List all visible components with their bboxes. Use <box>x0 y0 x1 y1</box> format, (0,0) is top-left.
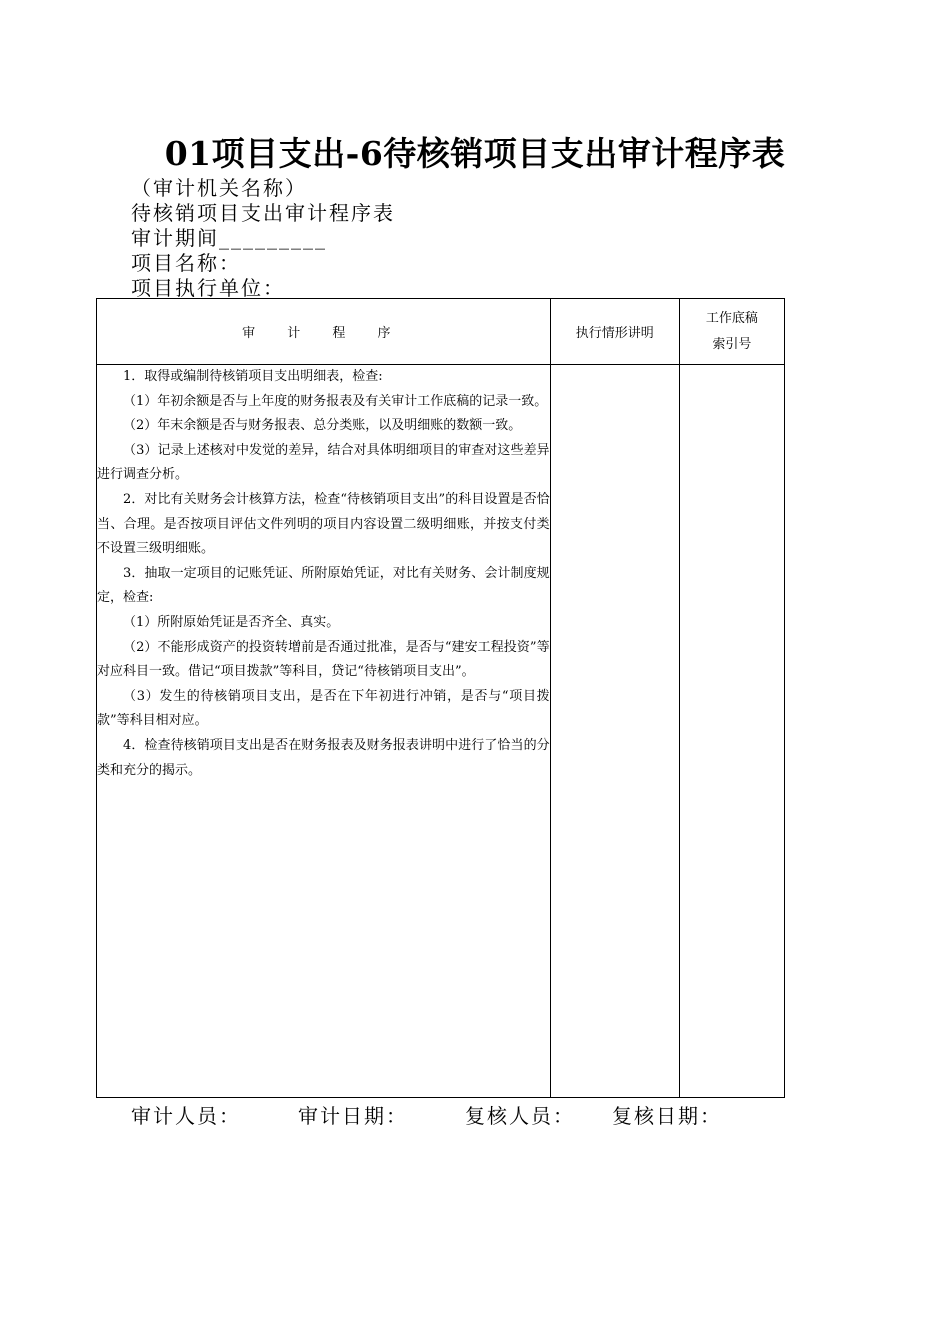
column-header-index-line1: 工作底稿 <box>705 310 758 326</box>
procedure-item: （3）发生的待核销项目支出，是否在下年初进行冲销，是否与“项目拨款”等科目相对应。 <box>97 688 550 729</box>
column-header-execution-status: 执行情形讲明 <box>550 299 679 365</box>
procedure-item: （1）年初余额是否与上年度的财务报表及有关审计工作底稿的记录一致。 <box>123 393 548 409</box>
form-name: 待核销项目支出审计程序表 <box>131 201 395 225</box>
procedure-item: 3．抽取一定项目的记账凭证、所附原始凭证，对比有关财务、会计制度规定，检查: <box>97 565 550 606</box>
procedure-item: （2）年末余额是否与财务报表、总分类账，以及明细账的数额一致。 <box>123 418 522 434</box>
auditor-label: 审计人员： <box>131 1104 241 1128</box>
procedure-item: 2．对比有关财务会计核算方法，检查“待核销项目支出”的科目设置是否恰当、合理。是否按项目评估文件列明的项目内容设置二级明细账，并按支付类不设置三级明细账。 <box>97 491 550 557</box>
procedure-item: （3）记录上述核对中发觉的差异，结合对具体明细项目的审查对这些差异进行调查分析。 <box>97 442 550 483</box>
document-title: 01项目支出-6待核销项目支出审计程序表 <box>164 134 786 173</box>
column-header-workpaper-index <box>679 299 784 365</box>
project-name-label: 项目名称： <box>131 251 241 275</box>
table-body-row <box>97 365 785 1098</box>
column-header-procedure: 审 计 程 序 <box>97 299 551 365</box>
review-date-label: 复核日期： <box>612 1104 722 1128</box>
procedure-item: 1．取得或编制待核销项目支出明细表，检查: <box>123 369 383 384</box>
audit-date-label: 审计日期： <box>298 1104 408 1128</box>
reviewer-label: 复核人员： <box>465 1104 575 1128</box>
procedure-item: （2）不能形成资产的投资转增前是否通过批准，是否与“建安工程投资”等对应科目一致。借记“项目拨款”等科目，贷记“待核销项目支出”。 <box>97 639 550 680</box>
audit-org-name: （审计机关名称） <box>131 176 307 200</box>
table-header-row <box>97 299 785 365</box>
audit-period: 审计期间_________ <box>131 226 327 250</box>
column-header-index-line2: 索引号 <box>712 336 752 352</box>
audit-procedure-table <box>96 298 785 1098</box>
procedure-item: （1）所附原始凭证是否齐全、真实。 <box>123 614 340 630</box>
execution-status-cell[interactable] <box>550 365 679 1098</box>
workpaper-index-cell[interactable] <box>679 365 784 1098</box>
procedure-cell <box>97 365 551 1098</box>
project-unit-label: 项目执行单位： <box>131 276 285 300</box>
procedure-item: 4．检查待核销项目支出是否在财务报表及财务报表讲明中进行了恰当的分类和充分的揭示。 <box>97 737 550 778</box>
